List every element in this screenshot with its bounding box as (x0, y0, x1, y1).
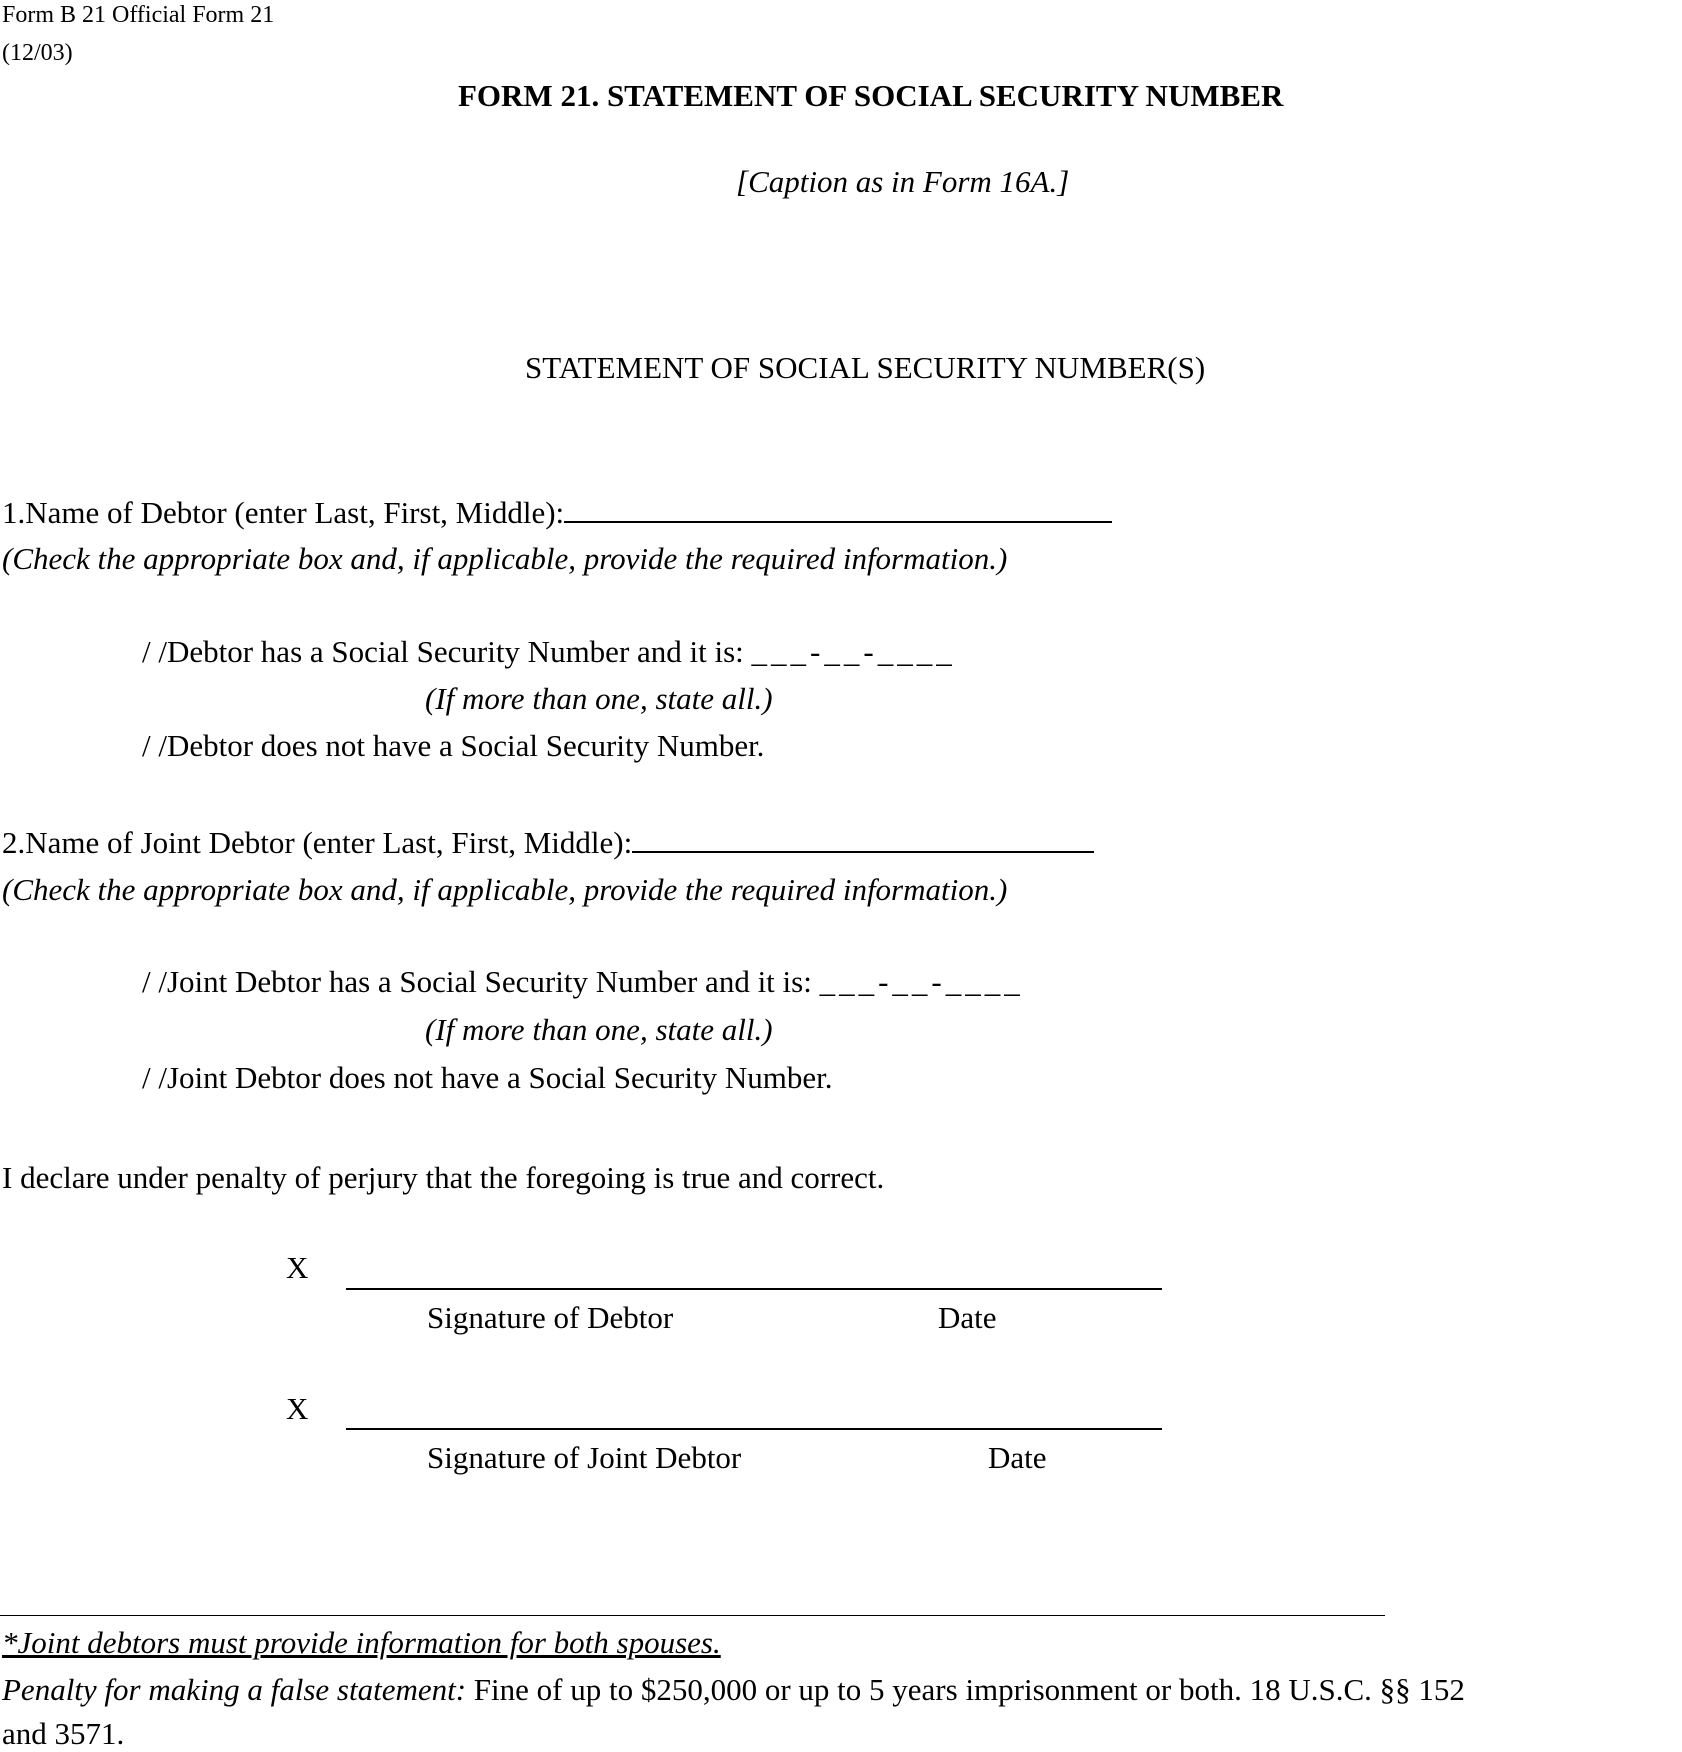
joint-debtor-no-ssn-option[interactable]: / /Joint Debtor does not have a Social Security Number. (142, 1060, 833, 1095)
joint-debtor-name-field[interactable] (632, 827, 1094, 853)
joint-debtor-ssn-row (142, 964, 1024, 1000)
section-heading: STATEMENT OF SOCIAL SECURITY NUMBER(S) (525, 350, 1206, 385)
footer-divider (0, 1615, 1385, 1616)
caption-note: [Caption as in Form 16A.] (736, 164, 1070, 199)
joint-debtor-name-label: 2.Name of Joint Debtor (enter Last, First, Middle): (2, 825, 633, 860)
form-id: Form B 21 Official Form 21 (2, 2, 275, 28)
penalty-text: Fine of up to $250,000 or up to 5 years imprisonment or both. 18 U.S.C. §§ 152 (466, 1672, 1465, 1707)
debtor-has-ssn-option[interactable]: / /Debtor has a Social Security Number and it is: (142, 634, 744, 669)
joint-debtor-has-ssn-option[interactable]: / /Joint Debtor has a Social Security Number and it is: (142, 964, 812, 999)
penalty-label: Penalty for making a false statement: (2, 1672, 467, 1707)
penalty-continuation: and 3571. (2, 1716, 125, 1751)
joint-debtor-instruction: (Check the appropriate box and, if applicable, provide the required information.) (2, 872, 1008, 907)
declaration-text: I declare under penalty of perjury that the foregoing is true and correct. (2, 1160, 885, 1195)
debtor-signature-label: Signature of Debtor (427, 1300, 674, 1335)
joint-debtor-signature-label: Signature of Joint Debtor (427, 1440, 742, 1475)
debtor-signature-line[interactable] (346, 1288, 1162, 1290)
debtor-signature-mark: X (286, 1250, 309, 1285)
form-revision: (12/03) (2, 40, 73, 66)
debtor-name-row (2, 495, 1112, 531)
joint-debtor-signature-line[interactable] (346, 1428, 1162, 1430)
debtor-ssn-note: (If more than one, state all.) (425, 681, 773, 716)
debtor-date-label: Date (938, 1300, 997, 1335)
joint-debtor-ssn-note: (If more than one, state all.) (425, 1012, 773, 1047)
footnote-joint-debtors: *Joint debtors must provide information for both spouses. (2, 1625, 721, 1660)
debtor-ssn-field[interactable]: ___-__-____ (751, 634, 956, 669)
penalty-line (2, 1672, 1465, 1708)
joint-debtor-name-row (2, 825, 1094, 861)
debtor-name-label: 1.Name of Debtor (enter Last, First, Middle): (2, 495, 565, 530)
page-title: FORM 21. STATEMENT OF SOCIAL SECURITY NUMBER (458, 78, 1284, 113)
debtor-name-field[interactable] (564, 497, 1112, 523)
joint-debtor-date-label: Date (988, 1440, 1047, 1475)
joint-debtor-ssn-field[interactable]: ___-__-____ (819, 964, 1024, 999)
debtor-ssn-row (142, 634, 956, 670)
debtor-instruction: (Check the appropriate box and, if applicable, provide the required information.) (2, 541, 1008, 576)
joint-debtor-signature-mark: X (286, 1391, 309, 1426)
debtor-no-ssn-option[interactable]: / /Debtor does not have a Social Security Number. (142, 728, 765, 763)
